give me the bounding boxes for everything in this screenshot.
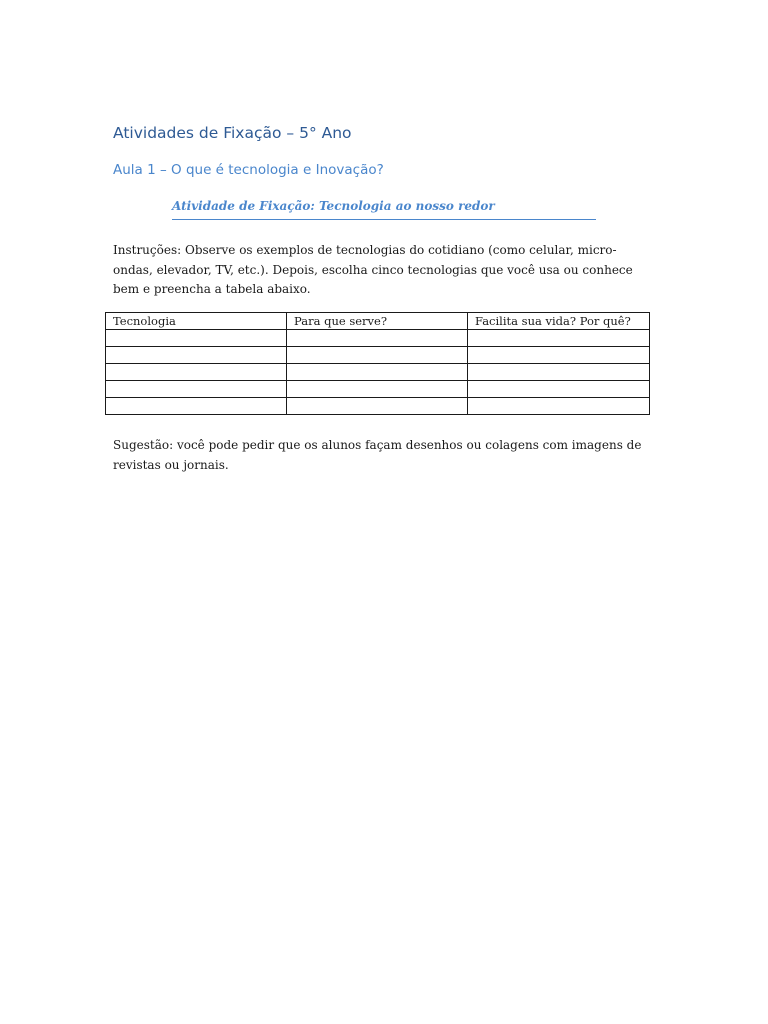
table-cell[interactable]	[468, 398, 650, 415]
table-row	[106, 381, 650, 398]
table-cell[interactable]	[106, 347, 287, 364]
instructions-paragraph: Instruções: Observe os exemplos de tecnologias do cotidiano (como celular, micro-ondas, elevador, TV, etc.). Depois, escolha cinco tecnologias que você usa ou conhece bem e preencha a tabela abaixo.	[113, 243, 633, 296]
activity-heading: Atividade de Fixação: Tecnologia ao nosso redor	[172, 199, 495, 213]
technology-table	[105, 312, 650, 415]
table-row	[106, 347, 650, 364]
document-title: Atividades de Fixação – 5° Ano	[113, 124, 352, 142]
table-cell[interactable]	[468, 381, 650, 398]
table-cell[interactable]	[106, 398, 287, 415]
table-cell[interactable]	[287, 398, 468, 415]
table-cell[interactable]	[287, 364, 468, 381]
table-row	[106, 398, 650, 415]
header-facilita-sua-vida: Facilita sua vida? Por quê?	[468, 313, 650, 330]
table-cell[interactable]	[468, 347, 650, 364]
table-header-row	[106, 313, 650, 330]
table-cell[interactable]	[287, 347, 468, 364]
table-cell[interactable]	[468, 364, 650, 381]
suggestion-paragraph: Sugestão: você pode pedir que os alunos façam desenhos ou colagens com imagens de revistas ou jornais.	[113, 438, 642, 472]
table-cell[interactable]	[287, 381, 468, 398]
table-cell[interactable]	[106, 364, 287, 381]
table-row	[106, 330, 650, 347]
activity-heading-underline	[172, 219, 596, 220]
table-cell[interactable]	[287, 330, 468, 347]
table-cell[interactable]	[468, 330, 650, 347]
table-row	[106, 364, 650, 381]
table-cell[interactable]	[106, 381, 287, 398]
lesson-subtitle: Aula 1 – O que é tecnologia e Inovação?	[113, 162, 384, 178]
header-tecnologia: Tecnologia	[106, 313, 287, 330]
table-cell[interactable]	[106, 330, 287, 347]
header-para-que-serve: Para que serve?	[287, 313, 468, 330]
